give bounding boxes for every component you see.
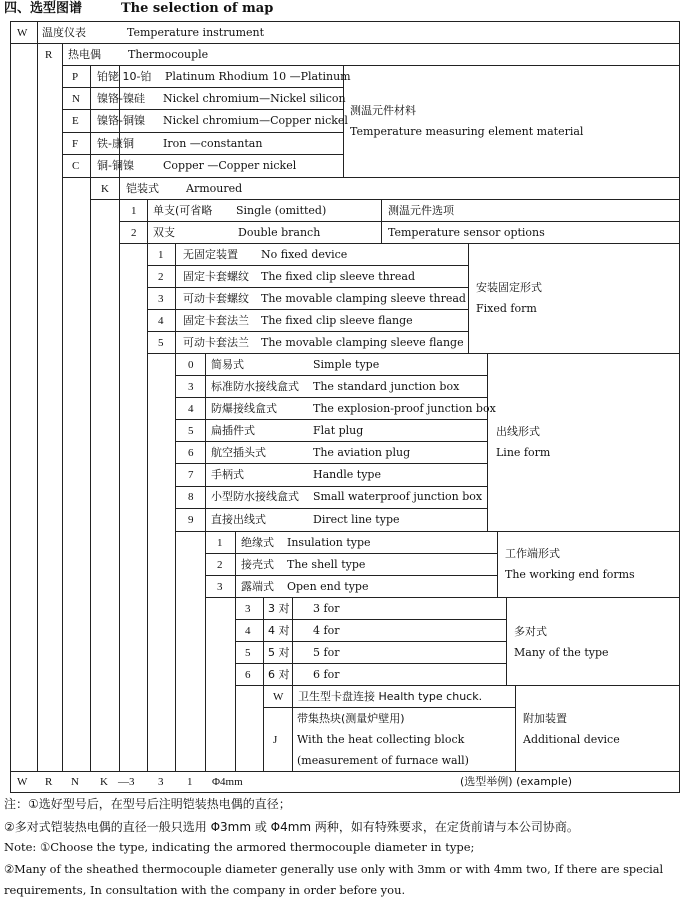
line-code: 8: [188, 491, 194, 503]
example-code: 1: [187, 776, 193, 788]
multi-cn: 5 对: [268, 646, 290, 659]
material-en: Nickel chromium—Nickel silicon: [163, 92, 346, 105]
extra-j-en2: (measurement of furnace wall): [297, 754, 469, 767]
line-en: The explosion-proof junction box: [313, 402, 496, 415]
multi-code: 3: [245, 603, 251, 615]
w-code: W: [17, 27, 28, 39]
work-group-en: The working end forms: [505, 568, 635, 581]
line-cn: 扁插件式: [211, 424, 255, 437]
work-en: Insulation type: [287, 536, 371, 549]
material-cn: 铁-康铜: [97, 137, 134, 150]
line-cn: 标准防水接线盒式: [211, 380, 299, 393]
material-cn: 镍铬-铜镍: [97, 114, 145, 127]
line-code: 4: [188, 403, 194, 415]
work-en: Open end type: [287, 580, 369, 593]
line-code: 0: [188, 359, 194, 371]
fixed-en: The movable clamping sleeve flange: [261, 336, 464, 349]
example-code: N: [71, 776, 79, 788]
extra-j-cn: 带集热块(测量炉壁用): [297, 712, 405, 725]
r-cn: 热电偶: [68, 48, 101, 61]
line-code: 9: [188, 514, 194, 526]
fixed-cn: 可动卡套法兰: [183, 336, 249, 349]
material-en: Iron —constantan: [163, 137, 263, 150]
example-diameter: Φ4mm: [212, 776, 243, 788]
material-code: P: [72, 71, 79, 83]
fixed-code: 1: [158, 249, 164, 261]
work-code: 1: [217, 537, 223, 549]
sensor-en: Single (omitted): [236, 204, 327, 217]
extra-group-cn: 附加装置: [523, 712, 567, 725]
multi-code: 4: [245, 625, 251, 637]
r-en: Thermocouple: [128, 48, 209, 61]
multi-en: 4 for: [313, 624, 340, 637]
line-group-en: Line form: [496, 446, 551, 459]
sensor-cn: 双支: [153, 226, 175, 239]
materials-group-en: Temperature measuring element material: [350, 125, 584, 138]
w-cn: 温度仪表: [42, 26, 86, 39]
fixed-cn: 无固定装置: [183, 248, 238, 261]
line-en: Simple type: [313, 358, 380, 371]
work-cn: 露端式: [241, 580, 274, 593]
material-cn: 铜-铜镍: [97, 159, 134, 172]
fixed-code: 4: [158, 315, 164, 327]
material-en: Nickel chromium—Copper nickel: [163, 114, 348, 127]
line-en: The standard junction box: [313, 380, 460, 393]
work-code: 2: [217, 559, 223, 571]
sensor-group-en: Temperature sensor options: [388, 226, 545, 239]
multi-en: 3 for: [313, 602, 340, 615]
title-cn: 四、选型图谱: [4, 1, 83, 16]
material-code: E: [72, 115, 79, 127]
k-code: K: [101, 183, 109, 195]
extra-w-code: W: [273, 691, 284, 703]
material-en: Copper —Copper nickel: [163, 159, 297, 172]
extra-group-en: Additional device: [523, 733, 620, 746]
line-en: Small waterproof junction box: [313, 490, 483, 503]
line-code: 6: [188, 447, 194, 459]
sensor-code: 1: [131, 205, 137, 217]
material-code: N: [72, 93, 80, 105]
material-code: F: [72, 138, 79, 150]
work-cn: 接壳式: [241, 558, 274, 571]
line-en: Handle type: [313, 468, 381, 481]
example-label: (选型举例) (example): [460, 775, 573, 788]
fixed-cn: 固定卡套螺纹: [183, 270, 249, 283]
extra-w-text: 卫生型卡盘连接 Health type chuck.: [298, 690, 483, 703]
example-code: W: [17, 776, 28, 788]
fixed-cn: 可动卡套螺纹: [183, 292, 249, 305]
fixed-en: The fixed clip sleeve thread: [261, 270, 416, 283]
line-cn: 防爆接线盒式: [211, 402, 277, 415]
material-code: C: [72, 160, 80, 172]
line-en: The aviation plug: [313, 446, 411, 459]
title-en: The selection of map: [121, 1, 274, 16]
fixed-en: No fixed device: [261, 248, 348, 261]
work-group-cn: 工作端形式: [505, 547, 560, 560]
line-cn: 直接出线式: [211, 513, 266, 526]
fixed-group-cn: 安装固定形式: [476, 281, 542, 294]
sensor-cn: 单支(可省略: [153, 204, 213, 217]
k-cn: 铠装式: [126, 182, 159, 195]
line-cn: 手柄式: [211, 468, 244, 481]
note-line: Note: ①Choose the type, indicating the armored thermocouple diameter in type;: [4, 840, 475, 854]
note-line: ②多对式铠装热电偶的直径一般只选用 Φ3mm 或 Φ4mm 两种，如有特殊要求，在定货前请与本公司协商。: [4, 820, 579, 834]
fixed-code: 3: [158, 293, 164, 305]
work-code: 3: [217, 581, 223, 593]
sensor-group-cn: 测温元件选项: [388, 204, 454, 217]
multi-cn: 6 对: [268, 668, 290, 681]
line-code: 5: [188, 425, 194, 437]
line-en: Flat plug: [313, 424, 364, 437]
multi-cn: 4 对: [268, 624, 290, 637]
w-en: Temperature instrument: [127, 26, 265, 39]
line-cn: 航空插头式: [211, 446, 266, 459]
multi-group-en: Many of the type: [514, 646, 609, 659]
work-en: The shell type: [287, 558, 366, 571]
extra-j-en1: With the heat collecting block: [297, 733, 465, 746]
line-group-cn: 出线形式: [496, 425, 540, 438]
material-en: Platinum Rhodium 10 —Platinum: [165, 70, 351, 83]
extra-j-code: J: [273, 734, 278, 746]
k-en: Armoured: [186, 182, 243, 195]
note-line: 注：①选好型号后，在型号后注明铠装热电偶的直径；: [4, 797, 291, 811]
work-cn: 绝缘式: [241, 536, 274, 549]
multi-en: 5 for: [313, 646, 340, 659]
multi-cn: 3 对: [268, 602, 290, 615]
line-en: Direct line type: [313, 513, 400, 526]
example-code: 3: [158, 776, 164, 788]
material-cn: 镍铬-镍硅: [97, 92, 145, 105]
sensor-en: Double branch: [238, 226, 321, 239]
line-code: 3: [188, 381, 194, 393]
materials-group-cn: 测温元件材料: [350, 104, 416, 117]
fixed-group-en: Fixed form: [476, 302, 537, 315]
material-cn: 铂铑 10-铂: [97, 70, 152, 83]
line-cn: 简易式: [211, 358, 244, 371]
multi-group-cn: 多对式: [514, 625, 547, 638]
note-line: requirements, In consultation with the company in order before you.: [4, 883, 406, 897]
multi-code: 6: [245, 669, 251, 681]
example-code: R: [45, 776, 53, 788]
fixed-code: 2: [158, 271, 164, 283]
multi-en: 6 for: [313, 668, 340, 681]
multi-code: 5: [245, 647, 251, 659]
fixed-code: 5: [158, 337, 164, 349]
r-code: R: [45, 49, 53, 61]
example-code: K: [100, 776, 108, 788]
note-line: ②Many of the sheathed thermocouple diameter generally use only with 3mm or with 4mm two, If there are special: [4, 863, 664, 876]
sensor-code: 2: [131, 227, 137, 239]
line-cn: 小型防水接线盒式: [211, 490, 299, 503]
fixed-en: The movable clamping sleeve thread: [261, 292, 466, 305]
line-code: 7: [188, 469, 194, 481]
fixed-cn: 固定卡套法兰: [183, 314, 249, 327]
example-code: —3: [118, 776, 135, 788]
fixed-en: The fixed clip sleeve flange: [261, 314, 413, 327]
